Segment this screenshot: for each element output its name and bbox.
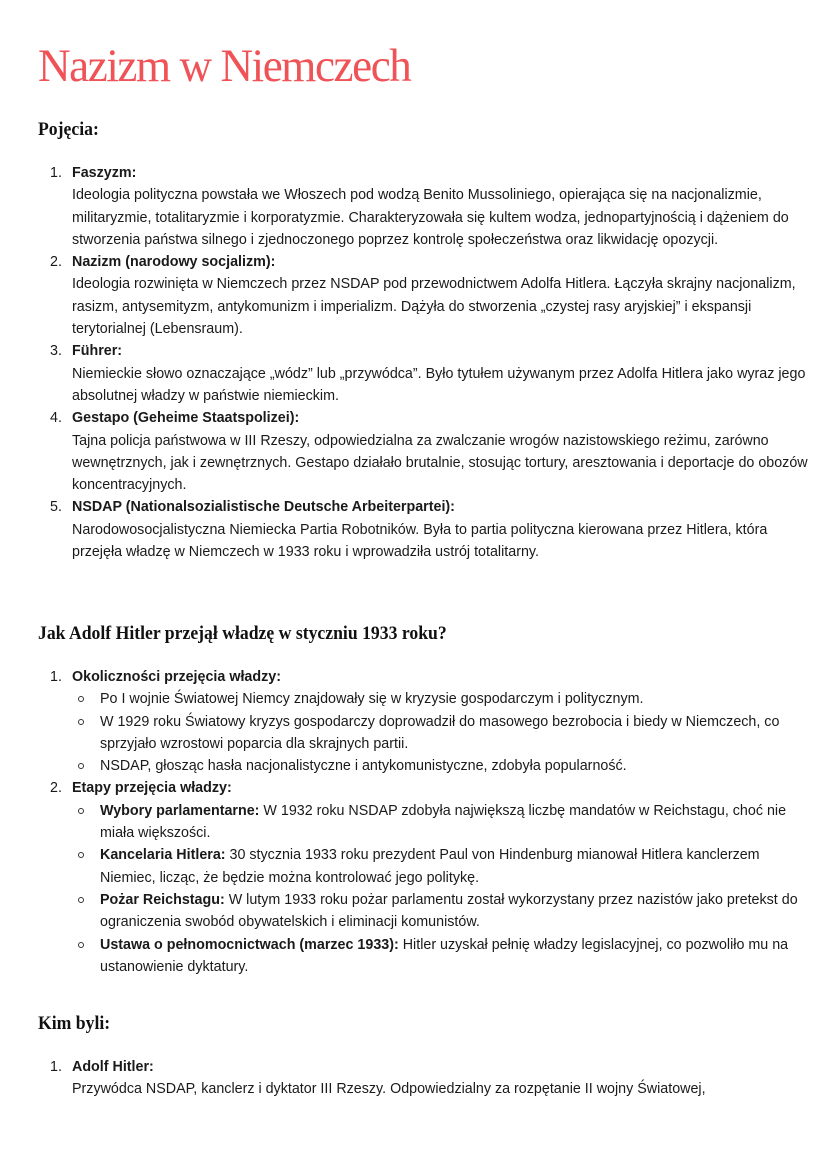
item-term: Führer: — [72, 343, 123, 360]
bullet-icon — [78, 897, 84, 903]
item-description: Narodowosocjalistyczna Niemiecka Partia Robotników. Była to partia polityczna kierowana przez Hitlera, która przejęła władzę w Niemczech w 1933 roku i wprowadziła ustrój totalitarny. — [72, 521, 768, 561]
list-item — [38, 1056, 808, 1101]
section-heading-przejecie: Jak Adolf Hitler przejął władzę w styczniu 1933 roku? — [38, 623, 447, 644]
bullet-text: NSDAP, głosząc hasła nacjonalistyczne i antykomunistyczne, zdobyła popularność. — [100, 758, 627, 775]
list-item — [38, 162, 808, 251]
bullet-label: Ustawa o pełnomocnictwach (marzec 1933): — [100, 936, 399, 953]
sub-list-item — [72, 934, 808, 979]
item-description: Niemieckie słowo oznaczające „wódz” lub „przywódca”. Było tytułem używanym przez Adolfa Hitlera jako wyraz jego absolutnej władzy w państwie niemieckim. — [72, 365, 806, 404]
item-term: Gestapo (Geheime Staatspolizei): — [72, 410, 300, 427]
sub-list-item — [72, 711, 808, 756]
sub-list — [72, 688, 808, 777]
list-item — [38, 407, 808, 496]
item-term: Etapy przejęcia władzy: — [72, 780, 232, 797]
bullet-label: Kancelaria Hitlera: — [100, 847, 226, 864]
item-description: Tajna policja państwowa w III Rzeszy, odpowiedzialna za zwalczanie wrogów nazistowskiego reżimu, zarówno wewnętrznych, jak i zewnętrznych. Gestapo działało brutalnie, stosując tortury, aresztowania i deportacje do obozów koncentracyjnych. — [72, 432, 808, 494]
bullet-text: W 1929 roku Światowy kryzys gospodarczy doprowadził do masowego bezrobocia i biedy w Niemczech, co sprzyjało wzrostowi poparcia dla skrajnych partii. — [100, 713, 780, 752]
sub-list — [72, 800, 808, 978]
bullet-text: Po I wojnie Światowej Niemcy znajdowały się w kryzysie gospodarczym i politycznym. — [100, 691, 644, 708]
item-number: 3. — [50, 343, 62, 360]
item-number: 1. — [50, 669, 62, 685]
przejecie-list — [38, 666, 808, 978]
sub-list-item — [72, 844, 808, 889]
bullet-text: 30 stycznia 1933 roku prezydent Paul von Hindenburg mianował Hitlera kanclerzem Niemiec, licząc, że będzie można kontrolować jego politykę. — [100, 847, 760, 886]
pojecia-list — [38, 162, 808, 563]
bullet-text: W lutym 1933 roku pożar parlamentu został wykorzystany przez nazistów jako pretekst do ograniczenia swobód obywatelskich i eliminacji komunistów. — [100, 891, 798, 931]
bullet-icon — [78, 719, 84, 725]
item-term: NSDAP (Nationalsozialistische Deutsche Arbeiterpartei): — [72, 499, 455, 516]
list-item — [38, 340, 808, 407]
item-description: Ideologia polityczna powstała we Włoszech pod wodzą Benito Mussoliniego, opierająca się na nacjonalizmie, militaryzmie, totalitaryzmie i korporatyzmie. Charakteryzowała się kultem wodza, jednopartyjnością i dążeniem do stworzenia państwa silnego i zjednoczonego poprzez kontrolę społeczeństwa oraz likwidację opozycji. — [72, 187, 789, 248]
item-term: Nazizm (narodowy socjalizm): — [72, 254, 276, 271]
item-term: Okoliczności przejęcia władzy: — [72, 669, 281, 685]
item-number: 1. — [50, 165, 62, 181]
sub-list-item — [72, 755, 808, 777]
list-item — [38, 251, 808, 340]
item-description: Ideologia rozwinięta w Niemczech przez NSDAP pod przewodnictwem Adolfa Hitlera. Łączyła skrajny nacjonalizm, rasizm, antysemityzm, antykomunizm i imperializm. Dążyła do stworzenia „czystej rasy aryjskiej” i ekspansji terytorialnej (Lebensraum). — [72, 276, 796, 338]
item-number: 2. — [50, 254, 62, 271]
sub-list-item — [72, 889, 808, 934]
list-item — [38, 666, 808, 777]
item-number: 1. — [50, 1059, 62, 1075]
item-term: Adolf Hitler: — [72, 1059, 154, 1075]
item-number: 4. — [50, 410, 62, 427]
kim-list — [38, 1056, 808, 1101]
bullet-icon — [78, 763, 84, 769]
bullet-label: Pożar Reichstagu: — [100, 891, 225, 908]
bullet-text: W 1932 roku NSDAP zdobyła największą liczbę mandatów w Reichstagu, choć nie miała większości. — [100, 802, 787, 842]
item-number: 2. — [50, 780, 62, 797]
list-item — [38, 777, 808, 978]
bullet-icon — [78, 696, 84, 702]
item-term: Faszyzm: — [72, 165, 137, 181]
sub-list-item — [72, 688, 808, 710]
bullet-label: Wybory parlamentarne: — [100, 802, 260, 819]
item-number: 5. — [50, 499, 62, 516]
section-heading-kim: Kim byli: — [38, 1013, 111, 1034]
item-description: Przywódca NSDAP, kanclerz i dyktator III Rzeszy. Odpowiedzialny za rozpętanie II wojny Światowej, — [72, 1081, 706, 1098]
bullet-icon — [78, 852, 84, 858]
sub-list-item — [72, 800, 808, 845]
bullet-text: Hitler uzyskał pełnię władzy legislacyjnej, co pozwoliło mu na ustanowienie dyktatury. — [100, 936, 789, 975]
bullet-icon — [78, 808, 84, 814]
list-item — [38, 496, 808, 563]
section-heading-pojecia: Pojęcia: — [38, 119, 99, 140]
bullet-icon — [78, 942, 84, 948]
document-title: Nazizm w Niemczech — [38, 40, 411, 92]
